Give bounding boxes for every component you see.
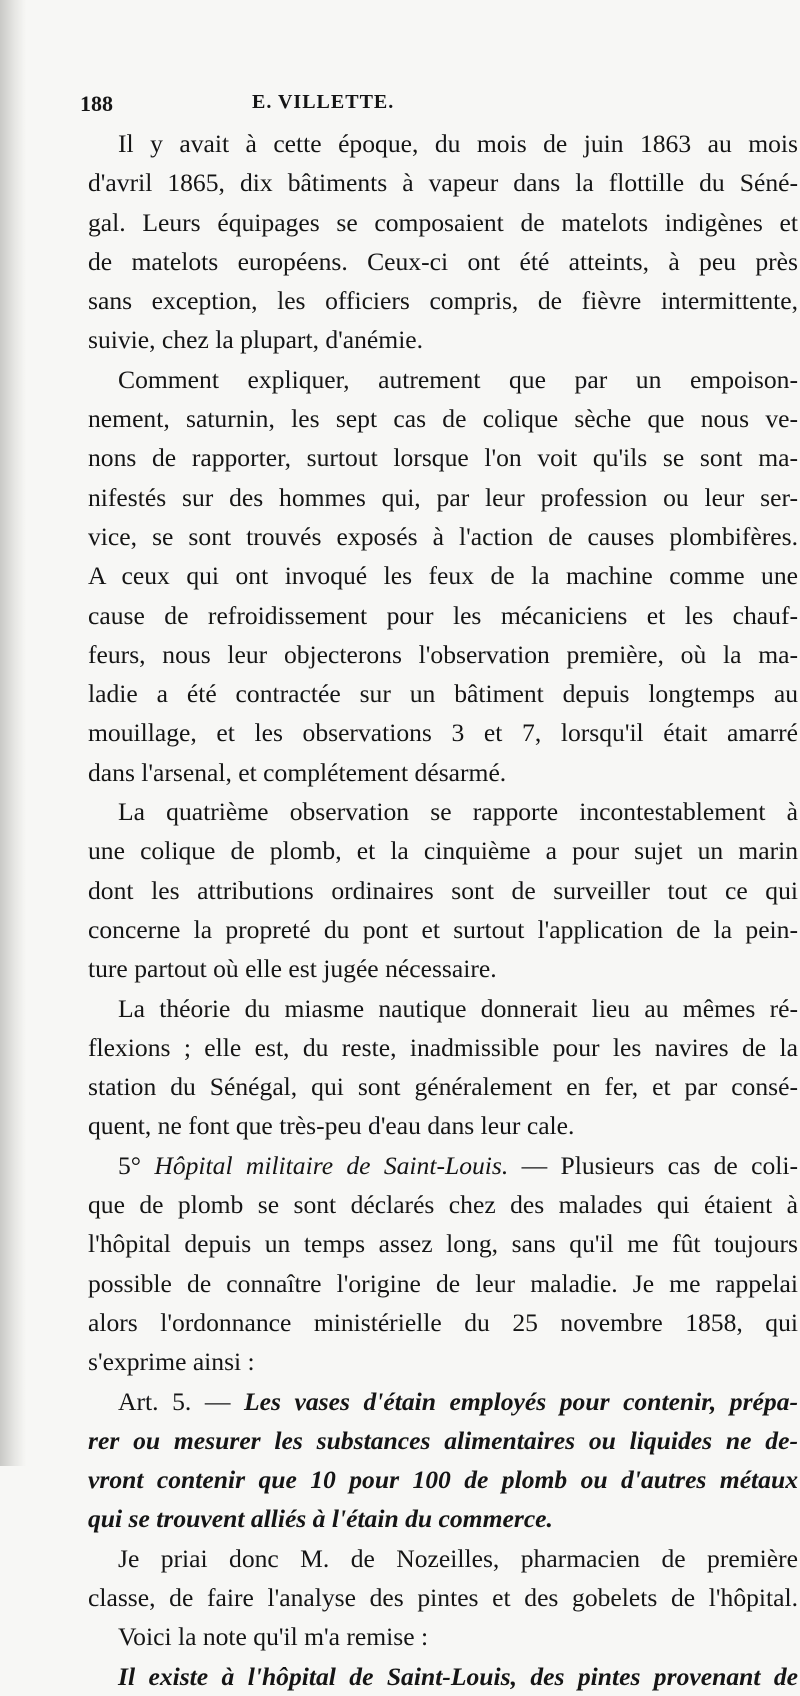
text-line: sans exception, les officiers compris, de fièvre intermittente, xyxy=(88,286,798,316)
text-line: de matelots européens. Ceux-ci ont été atteints, à peu près xyxy=(88,246,798,276)
text-line: La quatrième observation se rapporte incontestablement à xyxy=(118,797,798,827)
section-title: Hôpital militaire de Saint-Louis. xyxy=(154,1150,509,1180)
text-line: d'avril 1865, dix bâtiments à vapeur dans la flottille du Séné- xyxy=(88,168,798,198)
text-line: rer ou mesurer les substances alimentaires ou liquides ne de- xyxy=(88,1425,798,1455)
text-line: Je priai donc M. de Nozeilles, pharmacien de première xyxy=(118,1543,798,1573)
text-line: une colique de plomb, et la cinquième a pour sujet un marin xyxy=(88,836,798,866)
text-line: que de plomb se sont déclarés chez des malades qui étaient à xyxy=(88,1190,798,1220)
text-line: A ceux qui ont invoqué les feux de la machine comme une xyxy=(88,561,798,591)
text-line: station du Sénégal, qui sont généralement en fer, et par consé- xyxy=(88,1072,798,1102)
text-line: l'hôpital depuis un temps assez long, sans qu'il me fût toujours xyxy=(88,1229,798,1259)
page-gutter-shadow xyxy=(0,0,26,1466)
text-line: quent, ne font que très-peu d'eau dans leur cale. xyxy=(88,1111,575,1141)
text-line xyxy=(88,1146,798,1185)
text-line: alors l'ordonnance ministérielle du 25 novembre 1858, qui xyxy=(88,1307,798,1337)
text-line: concerne la propreté du pont et surtout l'application de la pein- xyxy=(88,914,798,944)
page-header xyxy=(80,91,780,121)
text-line: flexions ; elle est, du reste, inadmissible pour les navires de la xyxy=(88,1032,798,1062)
text-line xyxy=(88,1382,798,1421)
text-line: cause de refroidissement pour les mécaniciens et les chauf- xyxy=(88,600,798,630)
section-text: — Plusieurs cas de coli- xyxy=(508,1150,798,1180)
text-line: classe, de faire l'analyse des pintes et des gobelets de l'hôpital. xyxy=(88,1582,798,1612)
text-line: Il y avait à cette époque, du mois de juin 1863 au mois xyxy=(118,129,798,158)
text-line: La théorie du miasme nautique donnerait lieu au mêmes ré- xyxy=(118,993,798,1023)
text-line: ture partout où elle est jugée nécessaire. xyxy=(88,954,497,984)
text-line: nement, saturnin, les sept cas de colique sèche que nous ve- xyxy=(88,404,798,434)
text-line: dont les attributions ordinaires sont de surveiller tout ce qui xyxy=(88,875,798,905)
page-number: 188 xyxy=(80,91,113,116)
section-number: 5° xyxy=(118,1150,155,1180)
article-text: Les vases d'étain employés pour contenir, prépa- xyxy=(243,1386,799,1416)
article-label: Art. 5. — xyxy=(118,1386,244,1416)
text-line: ladie a été contractée sur un bâtiment depuis longtemps au xyxy=(88,679,798,709)
text-line: vront contenir que 10 pour 100 de plomb ou d'autres métaux xyxy=(88,1465,798,1495)
text-line: feurs, nous leur objecterons l'observation première, où la ma- xyxy=(88,639,798,669)
text-line: s'exprime ainsi : xyxy=(88,1347,255,1377)
text-line: Voici la note qu'il m'a remise : xyxy=(118,1622,429,1652)
text-line: possible de connaître l'origine de leur maladie. Je me rappelai xyxy=(88,1268,798,1298)
text-line: nons de rapporter, surtout lorsque l'on voit qu'ils se sont ma- xyxy=(88,443,798,473)
text-line: Il existe à l'hôpital de Saint-Louis, des pintes provenant de xyxy=(118,1661,798,1691)
text-line: mouillage, et les observations 3 et 7, lorsqu'il était amarré xyxy=(88,718,798,748)
body-text xyxy=(88,124,798,1696)
text-line: vice, se sont trouvés exposés à l'action de causes plombifères. xyxy=(88,521,798,551)
text-line: Comment expliquer, autrement que par un empoison- xyxy=(118,364,798,394)
text-line: dans l'arsenal, et complétement désarmé. xyxy=(88,757,507,787)
text-line: qui se trouvent alliés à l'étain du commerce. xyxy=(88,1504,553,1534)
running-head: E. VILLETTE. xyxy=(252,91,395,113)
text-line: nifestés sur des hommes qui, par leur profession ou leur ser- xyxy=(88,482,798,512)
text-line: suivie, chez la plupart, d'anémie. xyxy=(88,325,424,355)
text-line: gal. Leurs équipages se composaient de matelots indigènes et xyxy=(88,207,798,237)
